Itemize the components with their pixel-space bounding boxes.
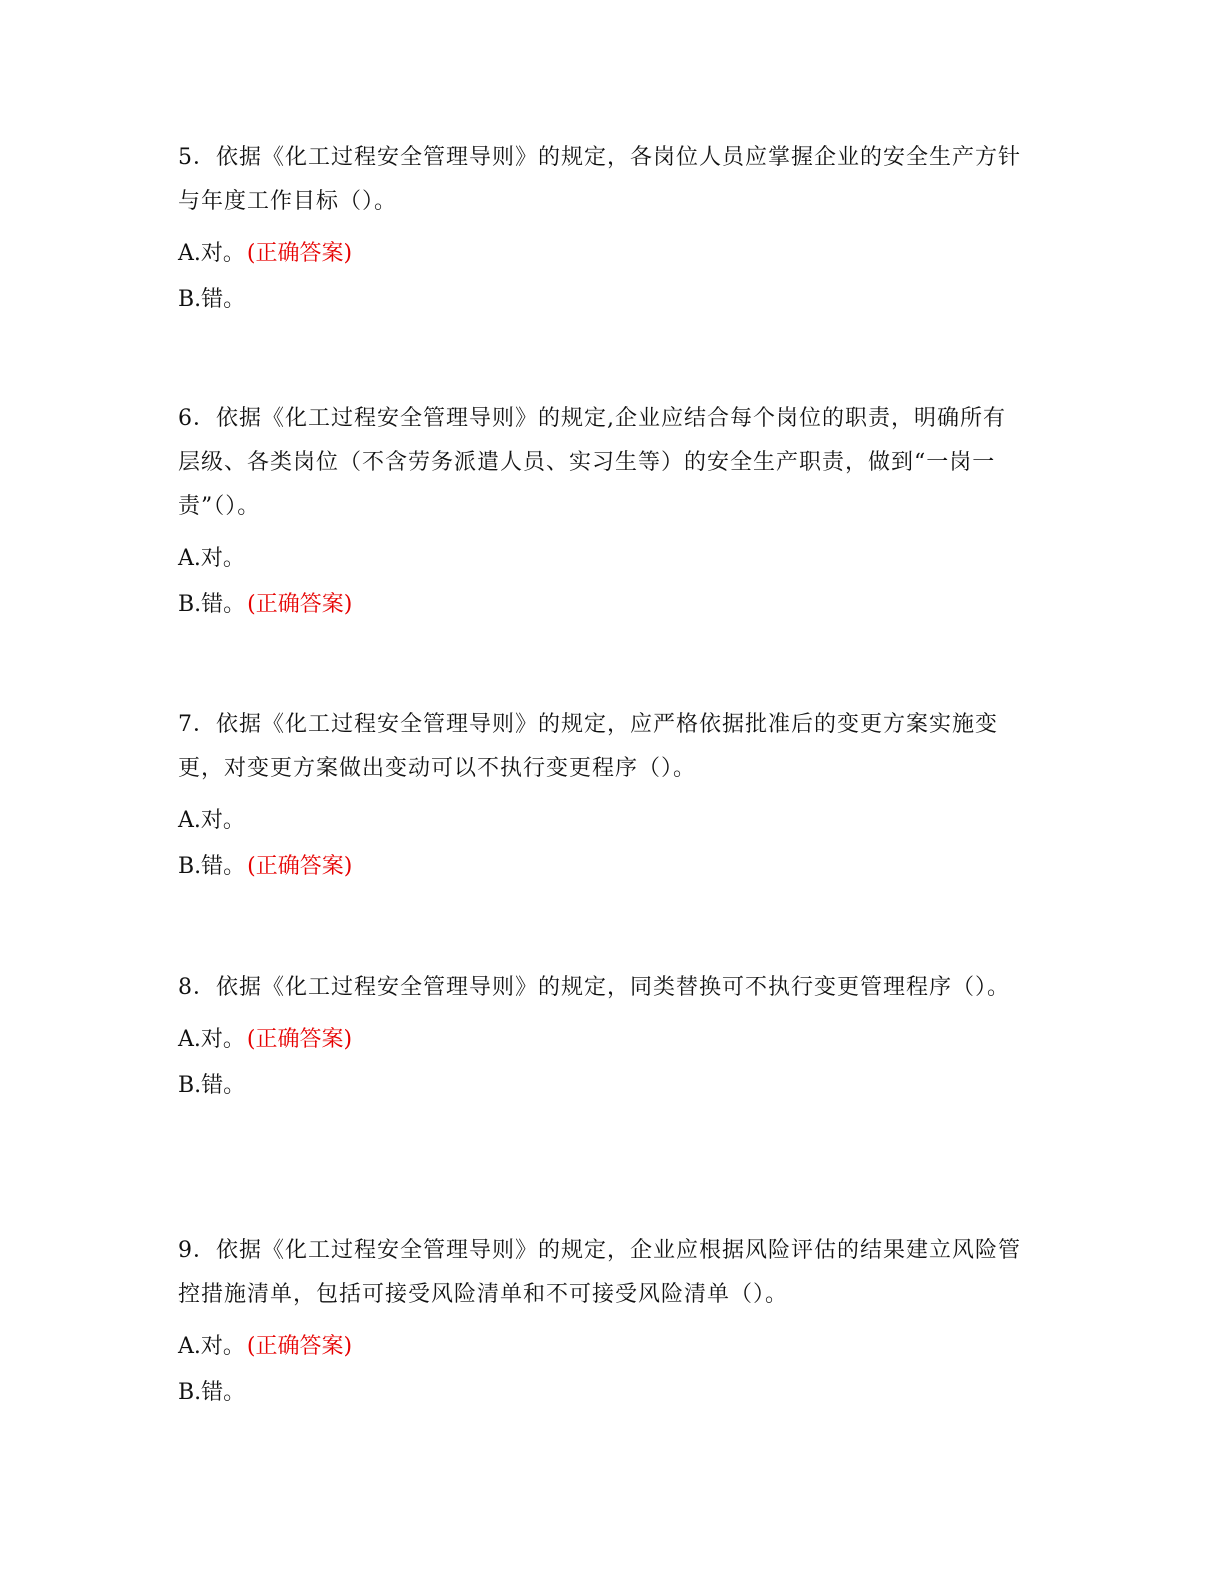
option-label: A.对。 [178, 1027, 245, 1052]
option-label: B.错。 [178, 592, 246, 617]
option-a [178, 547, 1028, 571]
correct-answer-mark: (正确答案) [246, 1334, 353, 1359]
option-label: B.错。 [178, 854, 246, 879]
option-label: A.对。 [178, 546, 245, 571]
question-text: 6．依据《化工过程安全管理导则》的规定,企业应结合每个岗位的职责，明确所有层级、各类岗位（不含劳务派遣人员、实习生等）的安全生产职责，做到“一岗一责”（）。 [178, 406, 1006, 519]
correct-answer-mark: (正确答案) [247, 854, 353, 879]
question-8 [178, 966, 1028, 1098]
option-label: A.对。 [178, 241, 245, 266]
question-text: 9．依据《化工过程安全管理导则》的规定，企业应根据风险评估的结果建立风险管控措施清单，包括可接受风险清单和不可接受风险清单（）。 [178, 1238, 1021, 1307]
question-9 [178, 1229, 1028, 1405]
option-b [178, 1381, 1028, 1405]
option-b [178, 855, 1028, 879]
question-6 [178, 397, 1028, 617]
option-b [178, 593, 1028, 617]
question-text: 7．依据《化工过程安全管理导则》的规定，应严格依据批准后的变更方案实施变更，对变更方案做出变动可以不执行变更程序（）。 [178, 712, 998, 781]
option-a [178, 1028, 1028, 1052]
option-label: B.错。 [178, 1380, 246, 1405]
question-5 [178, 136, 1028, 312]
option-label: A.对。 [178, 1334, 245, 1359]
option-label: B.错。 [178, 287, 246, 312]
correct-answer-mark: (正确答案) [246, 1027, 353, 1052]
question-7 [178, 703, 1028, 879]
option-label: A.对。 [178, 808, 245, 833]
option-a [178, 809, 1028, 833]
option-label: B.错。 [178, 1073, 246, 1098]
question-text: 8．依据《化工过程安全管理导则》的规定，同类替换可不执行变更管理程序（）。 [178, 975, 1010, 1000]
question-text: 5．依据《化工过程安全管理导则》的规定，各岗位人员应掌握企业的安全生产方针与年度工作目标（）。 [178, 145, 1021, 214]
option-a [178, 242, 1028, 266]
option-a [178, 1335, 1028, 1359]
correct-answer-mark: (正确答案) [246, 241, 353, 266]
correct-answer-mark: (正确答案) [247, 592, 353, 617]
option-b [178, 288, 1028, 312]
option-b [178, 1074, 1028, 1098]
